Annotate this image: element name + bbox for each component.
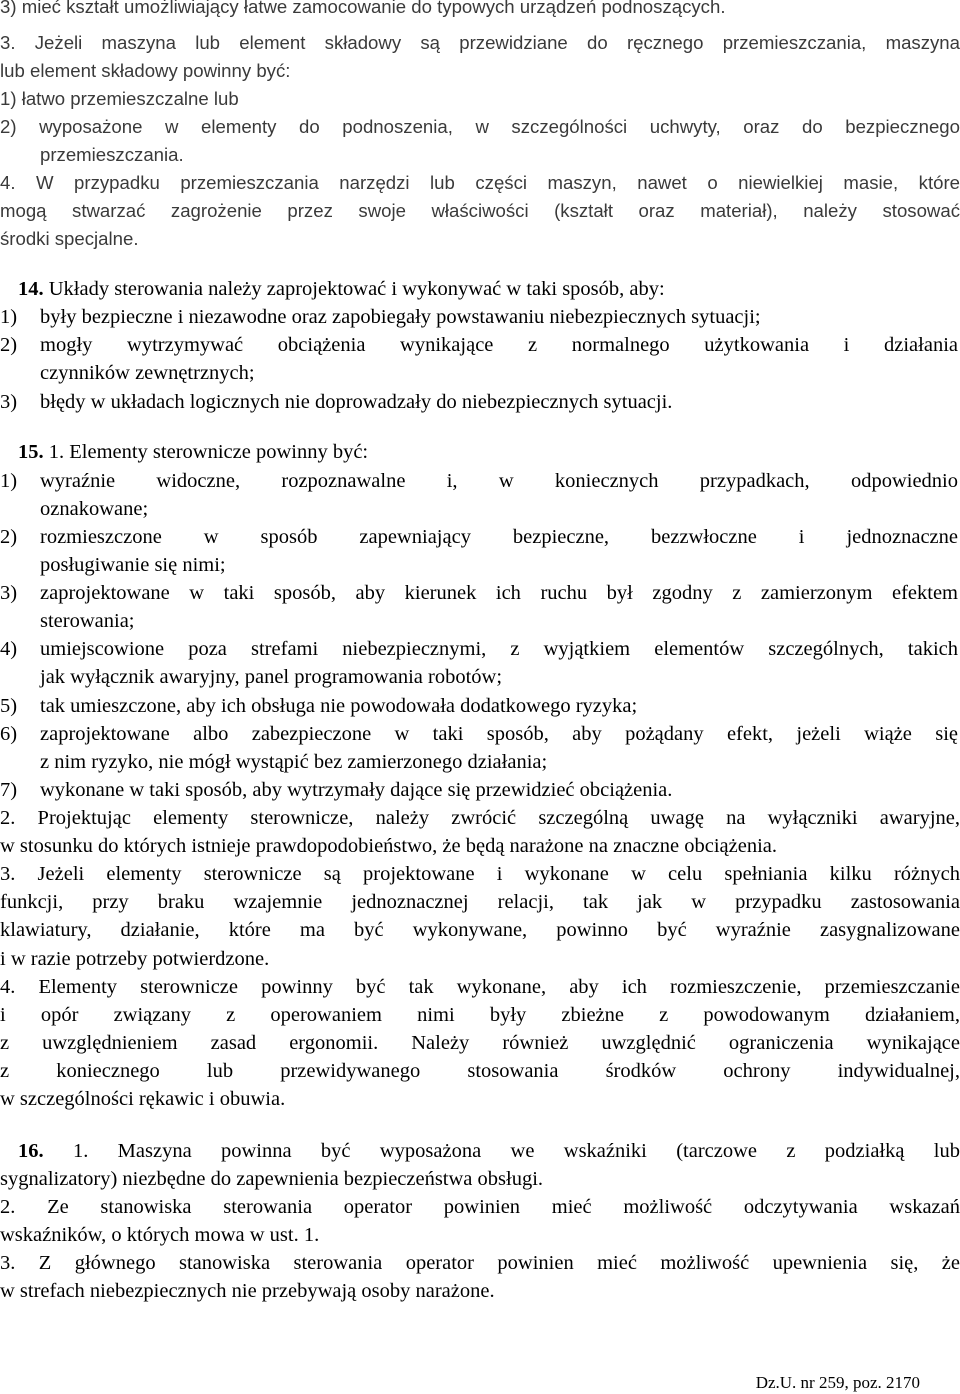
item-text: błędy w układach logicznych nie doprowadzały do niebezpiecznych sytuacji. <box>40 391 673 413</box>
item-text-continued: jak wyłącznik awaryjny, panel programowania robotów; <box>40 666 503 688</box>
paragraph-line: 2. Projektując elementy sterownicze, należy zwrócić szczególną uwagę na wyłączniki awaryjne, <box>0 807 960 829</box>
text-line: mogą stwarzać zagrożenie przez swoje właściwości (kształt oraz materiał), należy stosować <box>0 200 960 221</box>
section-intro: Układy sterowania należy zaprojektować i wykonywać w taki sposób, aby: <box>43 278 665 300</box>
text-line: 1) łatwo przemieszczalne lub <box>0 88 239 109</box>
paragraph-line: w szczególności rękawic i obuwia. <box>0 1088 286 1110</box>
text-line: lub element składowy powinny być: <box>0 60 291 81</box>
text-line: 2) wyposażone w elementy do podnoszenia, w szczególności uchwyty, oraz do bezpiecznego <box>0 116 960 137</box>
item-text: zaprojektowane albo zabezpieczone w taki sposób, aby pożądany efekt, jeżeli wiąże się <box>40 723 958 745</box>
section-16-heading <box>18 1140 960 1163</box>
paragraph-line: wskaźników, o których mowa w ust. 1. <box>0 1224 320 1246</box>
item-number: 1) <box>0 470 18 492</box>
item-text: rozmieszczone w sposób zapewniający bezpieczne, bezzwłoczne i jednoznaczne <box>40 526 958 548</box>
item-number: 1) <box>0 306 18 328</box>
section-mark: 14. <box>18 278 44 300</box>
paragraph-line: z koniecznego lub przewidywanego stosowania środków ochrony indywidualnej, <box>0 1060 960 1082</box>
item-number: 4) <box>0 638 18 660</box>
item-text: wykonane w taki sposób, aby wytrzymały dające się przewidzieć obciążenia. <box>40 779 673 801</box>
paragraph-line: sygnalizatory) niezbędne do zapewnienia bezpieczeństwa obsługi. <box>0 1168 544 1190</box>
text-line: środki specjalne. <box>0 228 139 249</box>
item-number: 3) <box>0 582 18 604</box>
paragraph-line: funkcji, przy braku wzajemnie jednoznacznej relacji, tak jak w przypadku zastosowania <box>0 891 960 913</box>
item-text: tak umieszczone, aby ich obsługa nie powodowała dodatkowego ryzyka; <box>40 695 638 717</box>
section-15-heading <box>18 441 960 464</box>
item-text: mogły wytrzymywać obciążenia wynikające z normalnego użytkowania i działania <box>40 334 958 356</box>
paragraph-line: 4. Elementy sterownicze powinny być tak wykonane, aby ich rozmieszczenie, przemieszczanie <box>0 976 960 998</box>
section-intro: 1. Elementy sterownicze powinny być: <box>43 441 369 463</box>
text-line: 3) mieć kształt umożliwiający łatwe zamocowanie do typowych urządzeń podnoszących. <box>0 0 726 17</box>
paragraph-line: 3. Z głównego stanowiska sterowania operator powinien mieć możliwość upewnienia się, że <box>0 1252 960 1274</box>
text-line: 4. W przypadku przemieszczania narzędzi lub części maszyn, nawet o niewielkiej masie, które <box>0 172 960 193</box>
text-line: przemieszczania. <box>40 144 184 165</box>
item-text: wyraźnie widoczne, rozpoznawalne i, w koniecznych przypadkach, odpowiednio <box>40 470 958 492</box>
item-text-continued: czynników zewnętrznych; <box>40 362 255 384</box>
item-number: 6) <box>0 723 18 745</box>
item-text-continued: oznakowane; <box>40 498 149 520</box>
item-text-continued: sterowania; <box>40 610 135 632</box>
item-number: 7) <box>0 779 18 801</box>
item-text: zaprojektowane w taki sposób, aby kierunek ich ruchu był zgodny z zamierzonym efektem <box>40 582 958 604</box>
paragraph-line: 3. Jeżeli elementy sterownicze są projektowane i wykonane w celu spełniania kilku różnych <box>0 863 960 885</box>
paragraph-line: z uwzględnieniem zasad ergonomii. Należy również uwzględnić ograniczenia wynikające <box>0 1032 960 1054</box>
item-number: 5) <box>0 695 18 717</box>
item-number: 3) <box>0 391 18 413</box>
item-text-continued: z nim ryzyko, nie mógł wystąpić bez zamierzonego działania; <box>40 751 548 773</box>
section-mark: 16. <box>18 1140 44 1162</box>
item-text: były bezpieczne i niezawodne oraz zapobiegały powstawaniu niebezpiecznych sytuacji; <box>40 306 761 328</box>
section-intro: 1. Maszyna powinna być wyposażona we wskaźniki (tarczowe z podziałką lub <box>43 1140 960 1162</box>
paragraph-line: w strefach niebezpiecznych nie przebywają osoby narażone. <box>0 1280 495 1302</box>
paragraph-line: 2. Ze stanowiska sterowania operator powinien mieć możliwość odczytywania wskazań <box>0 1196 960 1218</box>
paragraph-line: i opór związany z operowaniem nimi były zbieżne z powodowanym działaniem, <box>0 1004 960 1026</box>
item-text: umiejscowione poza strefami niebezpiecznymi, z wyjątkiem elementów szczególnych, takich <box>40 638 958 660</box>
section-mark: 15. <box>18 441 44 463</box>
item-number: 2) <box>0 526 18 548</box>
item-text-continued: posługiwanie się nimi; <box>40 554 226 576</box>
text-line: 3. Jeżeli maszyna lub element składowy są przewidziane do ręcznego przemieszczania, maszyna <box>0 32 960 53</box>
paragraph-line: klawiatury, działanie, które ma być wykonywane, powinno być wyraźnie zasygnalizowane <box>0 919 960 941</box>
paragraph-line: w stosunku do których istnieje prawdopodobieństwo, że będą narażone na znaczne obciążenia. <box>0 835 778 857</box>
item-number: 2) <box>0 334 18 356</box>
paragraph-line: i w razie potrzeby potwierdzone. <box>0 948 270 970</box>
section-14-heading <box>18 278 960 301</box>
page-footer: Dz.U. nr 259, poz. 2170 <box>755 1373 920 1392</box>
